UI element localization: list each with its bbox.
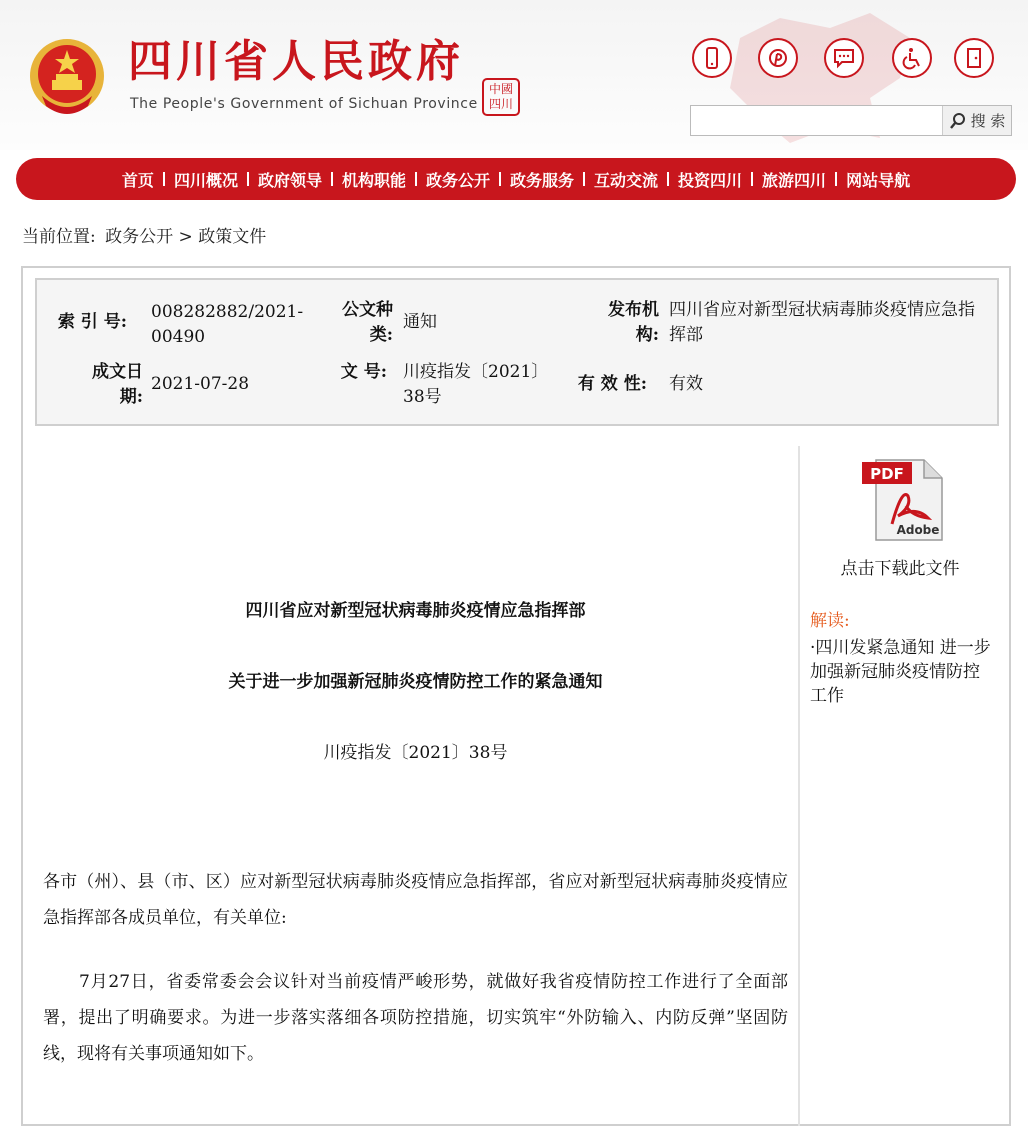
document-sidebar [800,446,1011,1126]
interpretation-label: 解读: [810,611,850,631]
mobile-icon[interactable] [692,38,732,78]
docno-value: 川疫指发〔2021〕38号 [403,362,549,407]
nav-item-home[interactable]: 首页 [121,170,154,190]
breadcrumb [22,222,266,247]
date-label: 成文日期: [92,362,143,407]
accessibility-icon[interactable] [892,38,932,78]
body-paragraph: 7月27日，省委常委会会议针对当前疫情严峻形势，就做好我省疫情防控工作进行了全面部署，提出了明确要求。为进一步落实落细各项防控措施，切实筑牢“外防输入、内防反弹”坚固防线，现将有关事项通知如下。 [43,972,788,1064]
breadcrumb-separator: > [178,227,193,247]
adobe-label: Adobe [896,523,940,537]
nav-item-agencies[interactable]: 机构职能 [341,170,406,190]
nav-item-overview[interactable]: 四川概况 [173,170,238,190]
message-icon[interactable] [824,38,864,78]
document-org: 四川省应对新型冠状病毒肺炎疫情应急指挥部 [245,601,586,621]
validity-value: 有效 [669,374,703,394]
interpretation-link[interactable]: ·四川发紧急通知 进一步加强新冠肺炎疫情防控工作 [810,638,991,706]
exit-icon[interactable] [954,38,994,78]
nav-item-leaders[interactable]: 政府领导 [257,170,322,190]
salutation-paragraph: 各市（州）、县（市、区）应对新型冠状病毒肺炎疫情应急指挥部，省应对新型冠状病毒肺炎疫情应急指挥部各成员单位，有关单位: [43,872,788,928]
search-input[interactable] [691,106,943,135]
search-icon [949,112,967,130]
category-label: 公文种类: [342,300,393,345]
article-body [23,446,798,1126]
breadcrumb-label: 当前位置: [22,227,96,247]
main-nav [16,158,1016,200]
breadcrumb-policy-documents[interactable]: 政策文件 [198,227,267,247]
national-emblem-icon [28,36,106,118]
weibo-icon[interactable] [758,38,798,78]
china-seal-logo: 中國 四川 [482,78,520,116]
search-box [690,105,1012,136]
date-value: 2021-07-28 [151,374,250,394]
site-header [0,0,1028,150]
category-value: 通知 [403,312,437,332]
nav-item-invest[interactable]: 投资四川 [678,170,743,190]
site-title: 四川省人民政府 [128,36,464,87]
publisher-label: 发布机构: [608,300,659,345]
nav-item-sitemap[interactable]: 网站导航 [846,170,911,190]
publisher-value: 四川省应对新型冠状病毒肺炎疫情应急指挥部 [669,300,975,345]
breadcrumb-open-government[interactable]: 政务公开 [105,227,174,247]
site-subtitle: The People's Government of Sichuan Province [130,96,478,112]
search-button-label: 搜 索 [970,112,1006,130]
document-number: 川疫指发〔2021〕38号 [323,743,508,763]
nav-item-travel[interactable]: 旅游四川 [762,170,827,190]
document-meta-table [35,278,999,426]
docno-label: 文 号: [340,362,387,382]
pdf-file-icon[interactable] [862,458,944,542]
pdf-label: PDF [870,465,904,483]
download-file-link[interactable]: 点击下载此文件 [840,559,960,579]
validity-label: 有 效 性: [577,374,647,394]
nav-item-services[interactable]: 政务服务 [510,170,575,190]
index-label: 索 引 号: [57,312,127,332]
content-frame [21,266,1011,1126]
search-button[interactable] [942,106,1011,135]
index-value: 008282882/2021-00490 [151,302,304,347]
document-title: 关于进一步加强新冠肺炎疫情防控工作的紧急通知 [228,672,603,692]
nav-item-interaction[interactable]: 互动交流 [594,170,659,190]
nav-item-open-government[interactable]: 政务公开 [425,170,490,190]
